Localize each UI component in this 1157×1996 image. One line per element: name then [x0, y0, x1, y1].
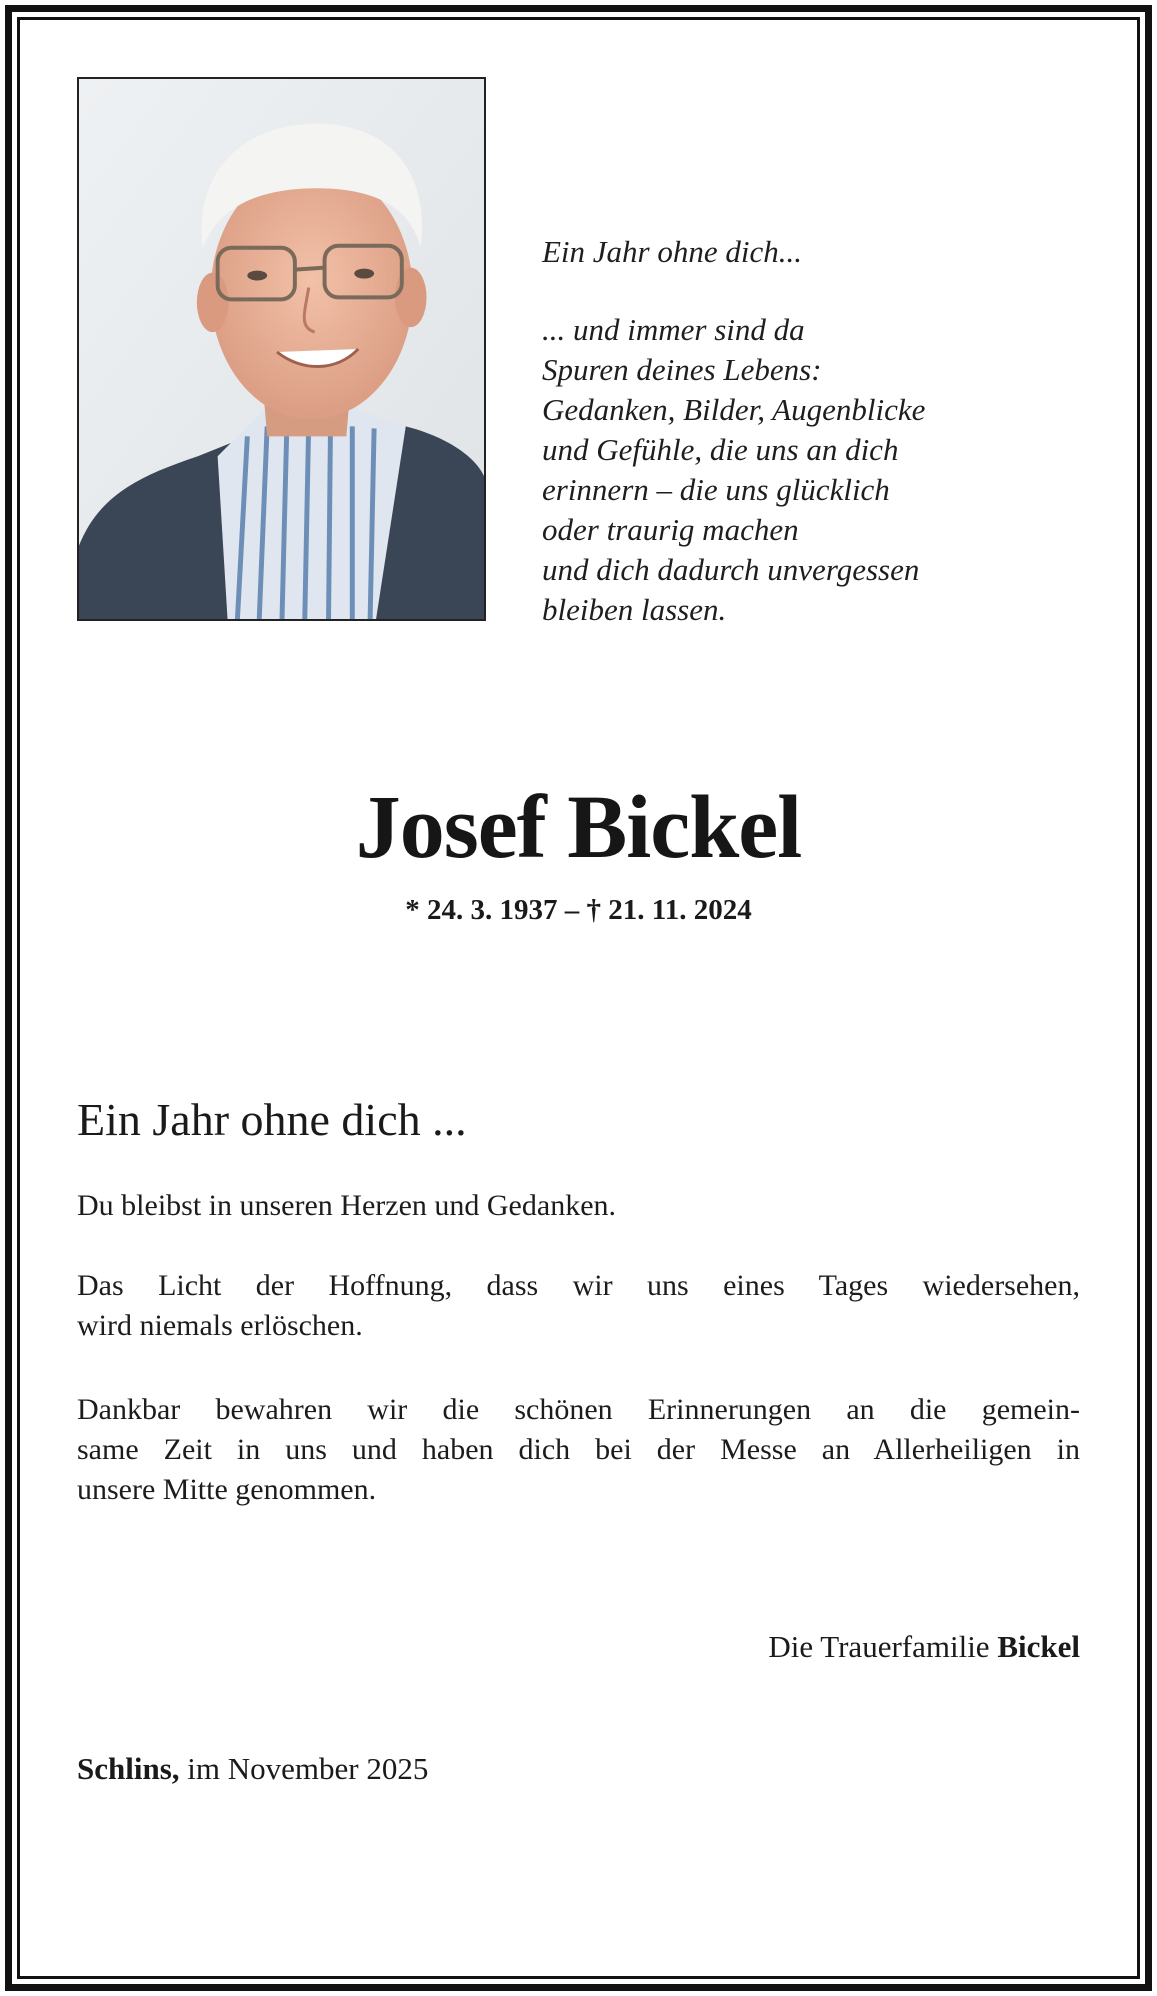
poem-line: oder traurig machen [542, 512, 799, 547]
poem-line: ... und immer sind da [542, 312, 805, 347]
paragraph-line: Dankbar bewahren wir die schönen Erinnerungen an die gemein- [77, 1393, 1080, 1426]
poem-line: Spuren deines Lebens: [542, 352, 822, 387]
paragraph-line: Das Licht der Hoffnung, dass wir uns eines Tages wiedersehen, [77, 1269, 1080, 1302]
message-paragraph-3 [77, 1390, 1080, 1510]
poem-title-line: Ein Jahr ohne dich... [542, 234, 803, 269]
poem-line: und dich dadurch unvergessen [542, 552, 920, 587]
poem-line: Gedanken, Bilder, Augenblicke [542, 392, 926, 427]
portrait-photo [77, 77, 486, 621]
signature [768, 1627, 1080, 1667]
place-and-date [77, 1749, 428, 1789]
message-paragraph-2 [77, 1266, 1080, 1346]
signature-family-name: Bickel [997, 1629, 1080, 1664]
memorial-poem [542, 232, 1082, 630]
date-text: im November 2025 [179, 1751, 429, 1786]
poem-line: und Gefühle, die uns an dich [542, 432, 899, 467]
paragraph-line: wird niemals erlöschen. [77, 1309, 363, 1342]
poem-line: bleiben lassen. [542, 592, 727, 627]
paragraph-line: unsere Mitte genommen. [77, 1473, 377, 1506]
paragraph-line: same Zeit in uns und haben dich bei der Messe an Allerheiligen in [77, 1433, 1080, 1466]
deceased-name: Josef Bickel [355, 778, 802, 877]
message-paragraph-1 [77, 1186, 1080, 1226]
signature-prefix: Die Trauerfamilie [768, 1629, 998, 1664]
poem-line: erinnern – die uns glücklich [542, 472, 890, 507]
paragraph-line: Du bleibst in unseren Herzen und Gedanken. [77, 1189, 617, 1222]
portrait-illustration [79, 79, 484, 619]
life-dates: * 24. 3. 1937 – † 21. 11. 2024 [405, 894, 752, 926]
place-name: Schlins, [77, 1751, 180, 1786]
message-heading: Ein Jahr ohne dich ... [77, 1094, 467, 1145]
